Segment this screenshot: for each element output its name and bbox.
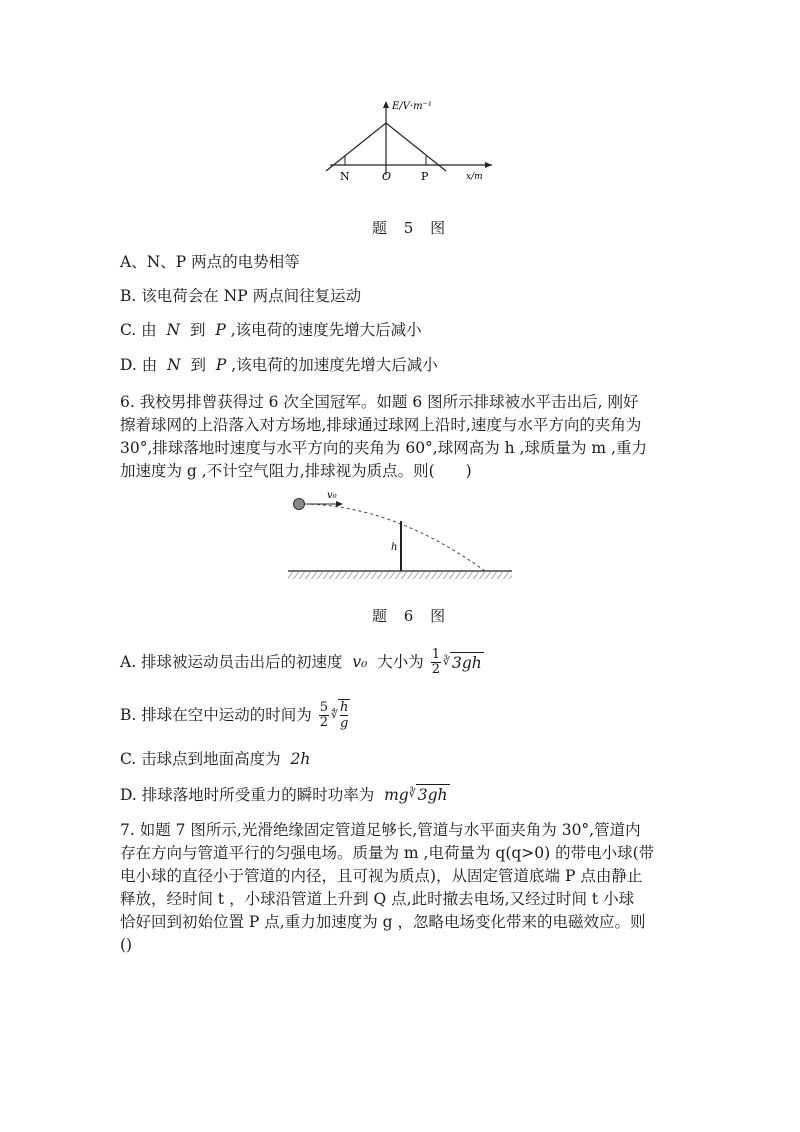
figure-5-graph	[320, 95, 500, 185]
q7-stem-line-1: 7. 如题 7 图所示,光滑绝缘固定管道足够长,管道与水平面夹角为 30°,管道内	[120, 821, 641, 839]
q6-stem-line-3: 30°,排球落地时速度与水平方向的夹角为 60°,球网高为 h ,球质量为 m ,重力	[120, 439, 647, 457]
x-axis-label: x/m	[466, 172, 483, 182]
q7-stem-line-4: 释放，经时间 t ，小球沿管道上升到 Q 点,此时撤去电场,又经过时间 t 小球	[120, 890, 635, 908]
net-height-label: h	[391, 542, 398, 553]
ground-hatch	[288, 572, 512, 579]
q7-stem-line-3: 电小球的直径小于管道的内径，且可视为质点)，从固定管道底端 P 点由静止	[120, 867, 643, 885]
q6-option-b: B. 排球在空中运动的时间为 $\frac{5}{2}$ ∜ h g	[120, 699, 349, 731]
q6-stem-line-1: 6. 我校男排曾获得过 6 次全国冠军。如题 6 图所示排球被水平击出后, 刚好	[120, 393, 639, 411]
q5-option-a: A、N、P 两点的电势相等	[120, 253, 300, 271]
q6-stem-line-4: 加速度为 g ,不计空气阻力,排球视为质点。则( )	[120, 462, 472, 480]
q5-option-c: C. 由 N 到 P ,该电荷的速度先增大后减小	[120, 321, 422, 339]
q7-stem-line-5: 恰好回到初始位置 P 点,重力加速度为 g ，忽略电场变化带来的电磁效应。则	[120, 913, 646, 931]
q6-stem-line-2: 擦着球网的上沿落入对方场地,排球通过球网上沿时,速度与水平方向的夹角为	[120, 416, 642, 434]
q6-option-a: A. 排球被运动员击出后的初速度 v₀ 大小为 $\frac{1}{2}$ ∛ 3gh	[120, 646, 482, 677]
ball-icon	[294, 499, 305, 510]
q5-option-d: D. 由 N 到 P ,该电荷的加速度先增大后减小	[120, 356, 438, 374]
figure-5-caption: 题 5 图	[372, 219, 452, 237]
q6-option-d: D. 排球落地时所受重力的瞬时功率为 mg∛ 3gh	[120, 786, 448, 804]
point-p-label: P	[421, 170, 429, 183]
figure-6-volleyball	[285, 488, 515, 583]
trajectory-curve	[305, 504, 485, 571]
point-n-label: N	[340, 170, 350, 183]
q7-stem-line-2: 存在方向与管道平行的匀强电场。质量为 m ,电荷量为 q(q>0) 的带电小球(带	[120, 844, 655, 862]
q6-option-c: C. 击球点到地面高度为 2h	[120, 750, 311, 768]
v0-label: v₀	[327, 490, 337, 501]
origin-label: O	[382, 170, 392, 183]
figure-6-caption: 题 6 图	[372, 607, 452, 625]
q5-option-b: B. 该电荷会在 NP 两点间往复运动	[120, 287, 362, 305]
y-axis-label: E/V·m⁻¹	[392, 101, 432, 112]
q7-stem-line-6: ()	[120, 936, 133, 954]
